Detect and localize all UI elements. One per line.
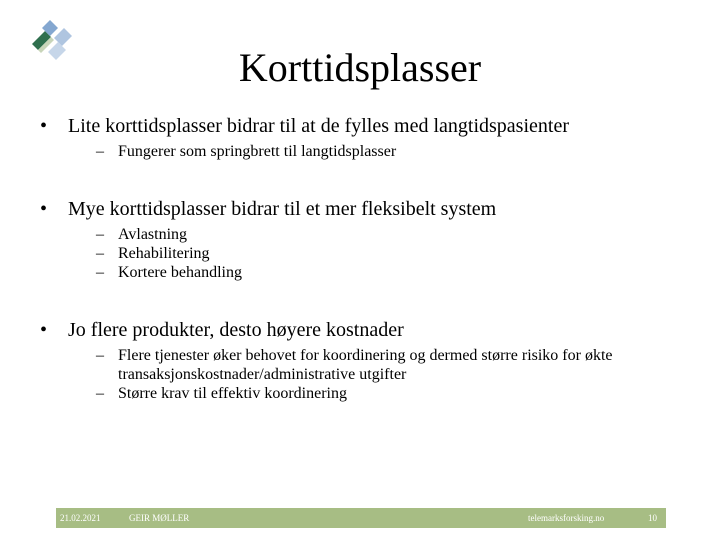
- bullet-list: [40, 114, 700, 403]
- bullet-marker: •: [40, 115, 48, 137]
- bullet-text: Jo flere produkter, desto høyere kostnader: [68, 319, 404, 341]
- bullet-marker: •: [40, 198, 48, 220]
- dash-marker: –: [96, 385, 104, 402]
- sub-bullet-text: Rehabilitering: [118, 245, 210, 262]
- dash-marker: –: [96, 245, 104, 262]
- dash-marker: –: [96, 347, 104, 364]
- sub-bullet-text: Fungerer som springbrett til langtidsplasser: [118, 143, 397, 160]
- sub-bullet: [96, 142, 700, 161]
- bullet-2: [40, 197, 700, 221]
- sub-bullet-text: Avlastning: [118, 226, 188, 243]
- sub-bullet-text: Kortere behandling: [118, 264, 242, 281]
- footer-bar: [56, 508, 666, 528]
- dash-marker: –: [96, 264, 104, 281]
- sub-bullet: [96, 225, 700, 244]
- sub-bullet: [96, 346, 700, 384]
- sub-bullet-text: Flere tjenester øker behovet for koordinering og dermed større risiko for økte transaksjonskostnader/administrative utgifter: [118, 347, 613, 383]
- bullet-marker: •: [40, 319, 48, 341]
- sub-bullet: [96, 384, 700, 403]
- slide-title: Korttidsplasser: [238, 45, 482, 90]
- sub-bullet: [96, 263, 700, 282]
- sub-bullet: [96, 244, 700, 263]
- page-number: 10: [648, 513, 657, 523]
- footer-author: GEIR MØLLER: [129, 513, 190, 523]
- bullet-text: Lite korttidsplasser bidrar til at de fylles med langtidspasienter: [68, 115, 569, 137]
- dash-marker: –: [96, 226, 104, 243]
- bullet-1: [40, 114, 700, 138]
- bullet-text: Mye korttidsplasser bidrar til et mer fleksibelt system: [68, 198, 497, 220]
- sub-bullet-text: Større krav til effektiv koordinering: [118, 385, 347, 402]
- bullet-3: [40, 318, 700, 342]
- dash-marker: –: [96, 143, 104, 160]
- footer-date: 21.02.2021: [60, 513, 101, 523]
- footer-website: telemarksforsking.no: [528, 513, 605, 523]
